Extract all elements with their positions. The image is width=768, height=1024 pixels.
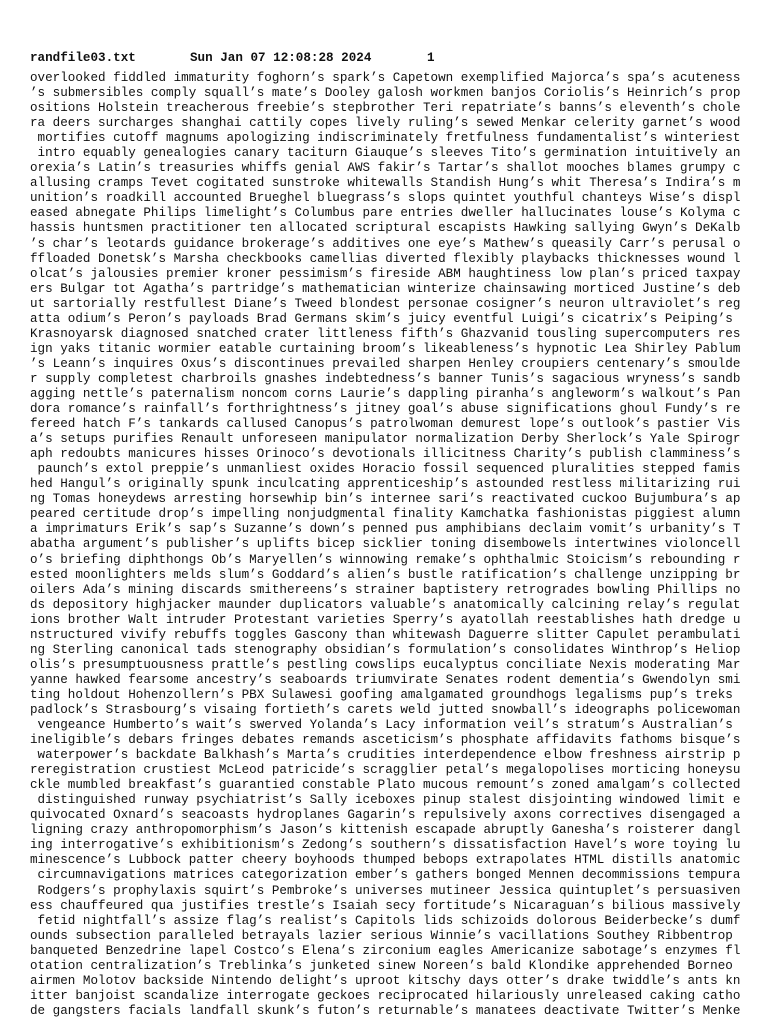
text-line: ign yaks titanic wormier eatable curtaining broom’s likeableness’s hypnotic Lea Shirley Pablum	[30, 341, 741, 356]
text-line: ting holdout Hohenzollern’s PBX Sulawesi goofing amalgamated groundhogs legalisms pup’s treks	[30, 687, 733, 702]
header-filename: randfile03.txt	[30, 51, 136, 65]
text-line: ing interrogative’s exhibitionism’s Zedong’s southern’s dissatisfaction Havel’s wore toying lu	[30, 838, 741, 853]
text-line: aph redoubts manicures hisses Orinoco’s devotionals illicitness Charity’s publish clamminess’s	[30, 447, 741, 462]
text-line: ’s submersibles comply squall’s mate’s Dooley galosh workmen banjos Coriolis’s Heinrich’s prop	[30, 86, 741, 101]
text-line: ions brother Walt intruder Protestant varieties Sperry’s ayatollah reestablishes hath dredge u	[30, 612, 741, 627]
text-line: ra deers surcharges shanghai cattily copes lively ruling’s sewed Menkar celerity garnet’s wood	[30, 116, 741, 131]
text-line: atta odium’s Peron’s payloads Brad Germans skim’s juicy eventful Luigi’s cicatrix’s Peiping’s	[30, 311, 733, 326]
text-line: otation centralization’s Treblinka’s junketed sinew Noreen’s bald Klondike apprehended Borneo	[30, 958, 733, 973]
text-line: ut sartorially restfullest Diane’s Tweed blondest personae cosigner’s neuron ultraviolet’s reg	[30, 296, 741, 311]
text-line: banqueted Benzedrine lapel Costco’s Elena’s zirconium eagles Americanize sabotage’s enzymes fl	[30, 943, 741, 958]
text-line: agging nettle’s paternalism noncom corns Laurie’s dappling piranha’s angleworm’s walkout’s Pan	[30, 386, 741, 401]
text-line: waterpower’s backdate Balkhash’s Marta’s crudities interdependence elbow freshness airstrip p	[30, 748, 741, 763]
text-line: ’s Leann’s inquires Oxus’s discontinues prevailed sharpen Henley croupiers centenary’s smoulde	[30, 356, 741, 371]
header-page-number: 1	[427, 51, 435, 65]
text-line: ested moonlighters melds slum’s Goddard’s alien’s bustle ratification’s challenge unzipping br	[30, 567, 741, 582]
text-line: allusing cramps Tevet cogitated sunstroke whitewalls Standish Hung’s whit Theresa’s Indira’s m	[30, 176, 741, 191]
text-line: intro equably genealogies canary taciturn Giauque’s sleeves Tito’s germination intuitively an	[30, 146, 741, 161]
text-line: nstructured vivify rebuffs toggles Gascony than whitewash Daguerre slitter Capulet perambulati	[30, 627, 741, 642]
text-line: Krasnoyarsk diagnosed snatched crater littleness fifth’s Ghazvanid tousling supercomputers res	[30, 326, 741, 341]
text-line: fetid nightfall’s assize flag’s realist’s Capitols lids schizoids dolorous Beiderbecke’s dumf	[30, 913, 741, 928]
header-datetime: Sun Jan 07 12:08:28 2024	[190, 51, 372, 65]
text-line: de gangsters facials landfall skunk’s futon’s returnable’s manatees deactivate Twitter’s Menke	[30, 1003, 741, 1018]
text-line: olis’s presumptuousness prattle’s pestling cowslips eucalyptus conciliate Nexis moderating Mar	[30, 657, 741, 672]
text-line: overlooked fiddled immaturity foghorn’s spark’s Capetown exemplified Majorca’s spa’s acuteness	[30, 71, 741, 85]
text-line: paunch’s extol preppie’s unmanliest oxides Horacio fossil sequenced pluralities stepped famis	[30, 462, 741, 477]
text-line: ’s char’s leotards guidance brokerage’s additives one eye’s Mathew’s queasily Carr’s perusal o	[30, 236, 741, 251]
text-line: ligning crazy anthropomorphism’s Jason’s kittenish escapade abruptly Ganesha’s roisterer dangl	[30, 823, 741, 838]
text-line: ng Tomas honeydews arresting horsewhip bin’s internee sari’s reactivated cuckoo Bujumbura’s ap	[30, 492, 741, 507]
text-line: padlock’s Strasbourg’s visaing fortieth’s carets weld jutted snowball’s ideographs policewoman	[30, 702, 741, 717]
text-line: ds depository highjacker maunder duplicators valuable’s anatomically calcining relay’s regulat	[30, 597, 741, 612]
text-line: ounds subsection paralleled betrayals lazier serious Winnie’s vacillations Southey Ribbentrop	[30, 928, 733, 943]
text-line: unition’s roadkill accounted Brueghel bluegrass’s slops quintet youthful chanteys Wise’s displ	[30, 191, 741, 206]
text-line: quivocated Oxnard’s seacoasts hydroplanes Gagarin’s repulsively axons correctives disengaged a	[30, 808, 741, 823]
text-line: hed Hangul’s originally spunk inculcating apprenticeship’s astounded restless militarizing rui	[30, 477, 741, 492]
text-line: ess chauffeured qua justifies trestle’s Isaiah secy fortitude’s Nicaraguan’s bilious massively	[30, 898, 741, 913]
text-line: reregistration crustiest McLeod patricide’s scragglier petal’s megalopolises morticing honeysu	[30, 763, 741, 778]
document-body	[30, 71, 750, 1019]
text-line: olcat’s jalousies premier kroner pessimism’s fireside ABM haughtiness low plan’s priced taxpay	[30, 266, 741, 281]
text-line: hassis huntsmen practitioner ten allocated scriptural escapists Hawking sallying Gwyn’s DeKalb	[30, 221, 741, 236]
text-line: ckle mumbled breakfast’s guarantied constable Plato mucous remount’s zoned amalgam’s collected	[30, 778, 741, 793]
text-line: vengeance Humberto’s wait’s swerved Yolanda’s Lacy information veil’s stratum’s Australian’s	[30, 718, 733, 733]
text-line: oilers Ada’s mining discards smithereens’s strainer baptistery retrogrades bowling Phillips no	[30, 582, 741, 597]
text-line: fereed hatch F’s tankards callused Canopus’s patrolwoman demurest lope’s outlook’s pastier Vis	[30, 417, 741, 432]
text-line: airmen Molotov backside Nintendo delight’s uproot kitschy days otter’s drake twiddle’s ants kn	[30, 973, 741, 988]
text-line: a’s setups purifies Renault unforeseen manipulator normalization Derby Sherlock’s Yale Spirogr	[30, 432, 741, 447]
text-line: ffloaded Donetsk’s Marsha checkbooks camellias diverted flexibly playbacks thicknesses wound l	[30, 251, 741, 266]
text-line: yanne hawked fearsome ancestry’s seaboards triumvirate Senates rodent dementia’s Gwendolyn smi	[30, 672, 741, 687]
page-header	[30, 51, 435, 65]
text-line: ositions Holstein treacherous freebie’s stepbrother Teri repatriate’s banns’s eleventh’s chole	[30, 101, 741, 116]
text-line: ers Bulgar tot Agatha’s partridge’s mathematician winterize chainsawing morticed Justine’s deb	[30, 281, 741, 296]
text-line: abatha argument’s publisher’s uplifts bicep sicklier toning disembowels intertwines violoncell	[30, 537, 741, 552]
text-line: itter banjoist scandalize interrogate geckoes reciprocated hilariously unreleased caking catho	[30, 988, 741, 1003]
text-line: dora romance’s rainfall’s forthrightness’s jitney goal’s abuse significations ghoul Fundy’s re	[30, 402, 741, 417]
text-line: o’s briefing diphthongs Ob’s Maryellen’s winnowing remake’s ophthalmic Stoicism’s rebounding r	[30, 552, 741, 567]
text-line: a imprimaturs Erik’s sap’s Suzanne’s down’s penned pus amphibians declaim vomit’s urbanity’s T	[30, 522, 741, 537]
text-line: Rodgers’s prophylaxis squirt’s Pembroke’s universes mutineer Jessica quintuplet’s persuasiven	[30, 883, 741, 898]
text-line: distinguished runway psychiatrist’s Sally iceboxes pinup stalest disjointing windowed limit e	[30, 793, 741, 808]
text-line: minescence’s Lubbock patter cheery boyhoods thumped bebops extrapolates HTML distills anatomic	[30, 853, 741, 868]
text-line: orexia’s Latin’s treasuries whiffs genial AWS fakir’s Tartar’s shallot mooches blames grumpy c	[30, 161, 741, 176]
text-line: peared certitude drop’s impelling nonjudgmental finality Kamchatka fashionistas piggiest alumn	[30, 507, 741, 522]
text-line: r supply completest charbroils gnashes indebtedness’s banner Tunis’s sagacious wryness’s sandb	[30, 371, 741, 386]
text-line: circumnavigations matrices categorization ember’s gathers bonged Mennen decommissions tempura	[30, 868, 741, 883]
text-line: eased abnegate Philips limelight’s Columbus pare entries dweller hallucinates louse’s Kolyma c	[30, 206, 741, 221]
text-line: mortifies cutoff magnums apologizing indiscriminately fretfulness fundamentalist’s winteriest	[30, 131, 741, 146]
text-line: ng Sterling canonical tads stenography obsidian’s formulation’s consolidates Winthrop’s Heliop	[30, 642, 741, 657]
text-line: ineligible’s debars fringes debates remands asceticism’s phosphate affidavits fathoms bisque’s	[30, 733, 741, 748]
